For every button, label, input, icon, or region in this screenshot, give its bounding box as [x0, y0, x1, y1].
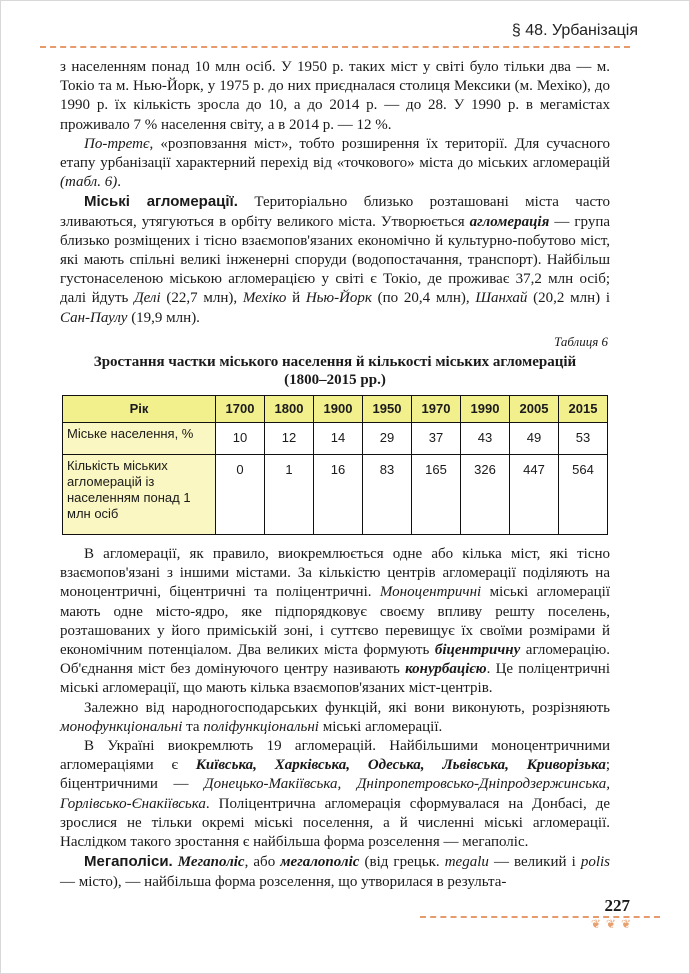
text-span: Залежно від народногосподарських функцій, які вони виконують, розрізняють: [84, 699, 610, 716]
header-cell: Рік: [63, 396, 216, 423]
section-heading-agglomerations: Міські агломерації.: [84, 193, 238, 211]
text-span: міські агломерації.: [318, 718, 443, 735]
table-cell: 29: [363, 423, 412, 455]
text-span: — місто), — найбільша форма розселення, що утворилася в результа-: [60, 873, 507, 890]
page-body: [60, 58, 610, 892]
header-cell: 1900: [314, 396, 363, 423]
greek-megalu: megalu: [444, 854, 489, 871]
text-span: В Україні виокремлють 19 агломерацій. Найбільшими моноцентричними агломераціями є: [60, 738, 610, 774]
term-thirdly: По-третє: [84, 135, 150, 152]
table-title-years: (1800–2015 рр.): [284, 372, 386, 389]
table-cell: 0: [216, 455, 265, 535]
table-cell: 43: [461, 423, 510, 455]
text-span: . Це поліцентричні міські агломерації, що мають кілька взаємопов'язаних міст-центрів.: [60, 661, 610, 697]
header-cell: 1990: [461, 396, 510, 423]
text-span: .: [117, 174, 121, 191]
paragraph-sprawl: [60, 135, 610, 193]
text-span: й: [286, 290, 306, 307]
text-span: та: [182, 718, 204, 735]
list-bicentric-ukraine: Донецько-Макіївська, Дніпропетровсько-Дніпродзержинська, Горлівсько-Єнакіївська: [60, 776, 610, 812]
text-span: — група близько розміщених і тісно взаємопов'язаних економічно й культурно-побутово міст, які мають спільні великі інженерні споруди (водопостачання, транспорт). Найбільш густонаселеною міською агломерацією у світі є Токіо, де проживає 37,2 млн осіб; далі йдуть: [60, 213, 611, 307]
header-cell: 1800: [265, 396, 314, 423]
paragraph-megacities: з населенням понад 10 млн осіб. У 1950 р. таких міст у світі було тільки два — м. Токіо та м. Нью-Йорк, у 1975 р. до них приєдналася столиця Мексики (м. Мехіко), до 1990 р. їх кількість зросла до 10, а до 2014 р. — до 28. У 1990 р. в мегамістах проживало 7 % населення світу, а в 2014 р. — 12 %.: [60, 59, 610, 133]
term-conurbation: конурбацією: [405, 661, 487, 678]
text-span: (від грецьк.: [359, 854, 445, 871]
term-polyfunctional: поліфункціональні: [203, 718, 319, 735]
greek-polis: polis: [580, 854, 610, 871]
paragraph-megalopolis: [60, 852, 610, 891]
text-span: (20,2 млн) і: [527, 290, 610, 307]
table-header-row: [63, 396, 608, 423]
table-cell: 83: [363, 455, 412, 535]
paragraph-functions: [60, 699, 610, 737]
text-span: агломерацію. Об'єднання міст без домінуючого центру називають: [60, 642, 610, 678]
paragraph-ukraine: [60, 737, 610, 852]
header-cell: 2005: [510, 396, 559, 423]
text-span: міські агломерації мають одне місто-ядро, яке підпорядковує своєму впливу решту поселень, розташованих у його приміській зоні, і суттєво перевищує їх своїми розмірами й економічним потенціалом. Два великих міста формують: [60, 584, 610, 659]
section-heading-megalopolises: Мегаполіси.: [84, 853, 173, 871]
table-caption: Таблиця 6: [554, 333, 608, 349]
table-title: [60, 353, 610, 389]
page-header-title: § 48. Урбанізація: [511, 22, 638, 39]
city-sao-paulo: Сан-Паулу: [60, 309, 128, 326]
city-new-york: Нью-Йорк: [305, 290, 372, 307]
table-cell: 53: [559, 423, 608, 455]
text-span: (19,9 млн).: [127, 309, 200, 326]
text-span: . Поліцентрична агломерація сформувалася на Донбасі, де зрослися не тільки окремі міські поселення, а й численні міські агломерації. Наслідком такого зростання є найбільша форма розселення — мегаполіс.: [60, 795, 610, 851]
row-label: Кількість міських агломерацій із населенням понад 1 млн осіб: [63, 455, 216, 535]
table-cell: 326: [461, 455, 510, 535]
table-cell: 37: [412, 423, 461, 455]
table-row: [63, 423, 608, 455]
table-cell: 564: [559, 455, 608, 535]
header-cell: 1950: [363, 396, 412, 423]
row-label: Міське населення, %: [63, 423, 216, 455]
urbanization-table: [62, 395, 608, 535]
table-cell: 49: [510, 423, 559, 455]
table-cell: 447: [510, 455, 559, 535]
header-cell: 1970: [412, 396, 461, 423]
text-span: , або: [244, 854, 281, 871]
term-megalopolis: мегалополіс: [280, 854, 360, 871]
page-number: 227: [604, 896, 630, 915]
table-cell: 10: [216, 423, 265, 455]
city-shanghai: Шанхай: [475, 290, 528, 307]
table-cell: 16: [314, 455, 363, 535]
header-cell: 2015: [559, 396, 608, 423]
table-reference: (табл. 6): [60, 174, 118, 191]
header-cell: 1700: [216, 396, 265, 423]
text-span: Територіально близько розташовані міста часто зливаються, утягуються в орбіту великого міста. Утворюється: [60, 194, 610, 230]
city-delhi: Делі: [134, 290, 161, 307]
text-span: — великий і: [488, 854, 581, 871]
term-agglomeration: агломерація: [469, 213, 550, 230]
term-monocentric: Моноцентричні: [379, 584, 482, 601]
text-span: В агломерації, як правило, виокремлюється одне або кілька міст, які тісно взаємопов'язані з іншими містами. За кількістю центрів агломерації поділяють на моноцентричні, біцентричні та поліцентричні.: [60, 546, 610, 601]
text-span: (22,7 млн),: [160, 290, 243, 307]
header-divider: [40, 46, 630, 48]
table-cell: 14: [314, 423, 363, 455]
table-row: [63, 455, 608, 535]
list-monocentric-ukraine: Київська, Харківська, Одеська, Львівська, Криворізька: [195, 757, 606, 774]
table-cell: 1: [265, 455, 314, 535]
table-cell: 12: [265, 423, 314, 455]
city-mexico: Мехіко: [242, 290, 287, 307]
term-megapolis: Мегаполіс: [177, 854, 245, 871]
text-span: , «розповзання міст», тобто розширення їх території. Для сучасного етапу урбанізації характерний перехід від «точкового» міста до міських агломерацій: [60, 135, 610, 172]
table-title-line: Зростання частки міського населення й кількості міських агломерацій: [93, 354, 577, 371]
table-cell: 165: [412, 455, 461, 535]
text-span: ; біцентричними —: [60, 757, 611, 793]
footer-ornament-icon: ❦ ❦ ❦: [590, 917, 632, 931]
term-bicentric: біцентричну: [434, 642, 521, 659]
paragraph-agglomerations: [60, 192, 610, 327]
paragraph-centers: [60, 545, 610, 699]
term-monofunctional: монофункціональні: [60, 718, 183, 735]
text-span: (по 20,4 млн),: [371, 290, 476, 307]
